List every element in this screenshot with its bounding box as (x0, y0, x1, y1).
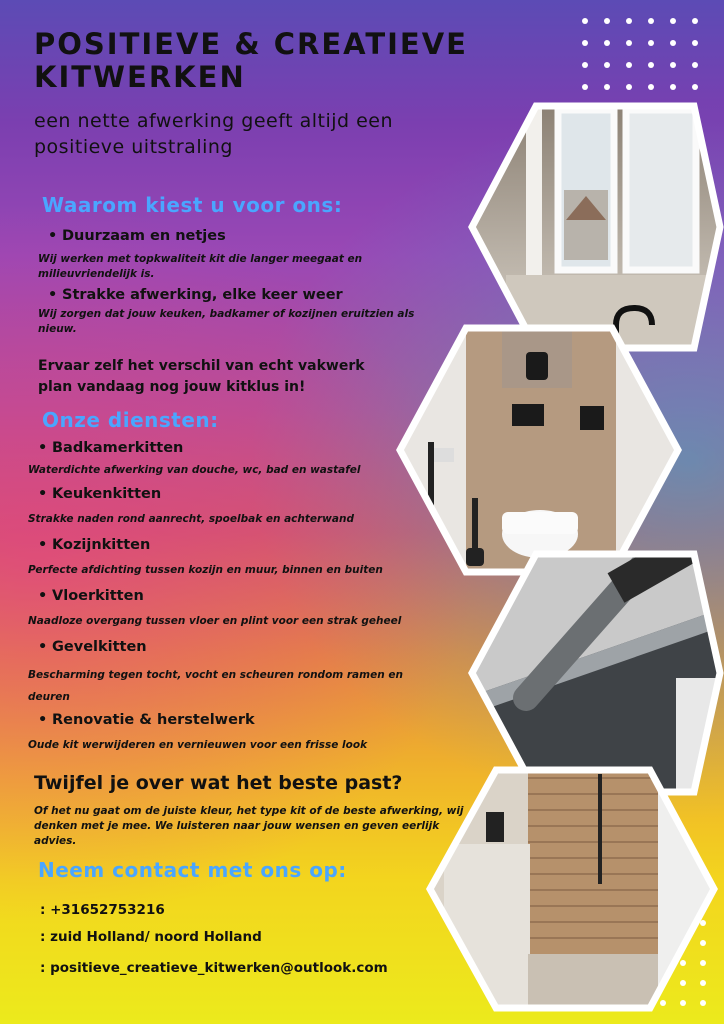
why-item-2-label: • Strakke afwerking, elke keer weer (48, 287, 343, 303)
dot-decoration (692, 62, 698, 68)
dot-decoration (670, 40, 676, 46)
dot-decoration (692, 84, 698, 90)
dot-decoration (582, 40, 588, 46)
doubt-heading: Twijfel je over wat het beste past? (34, 772, 403, 794)
dot-decoration (626, 40, 632, 46)
dot-decoration (692, 18, 698, 24)
title-line-1: POSITIEVE & CREATIEVE (34, 27, 468, 61)
page-subtitle (34, 108, 474, 160)
why-cta-line-2: plan vandaag nog jouw kitklus in! (38, 379, 306, 395)
dot-decoration (626, 18, 632, 24)
window-sill-photo (466, 100, 724, 354)
doubt-text (34, 804, 464, 849)
toilet-photo (394, 322, 684, 578)
doubt-text-line-2: denken met je mee. We luisteren naar jouw wensen en geven eerlijk (34, 820, 440, 832)
dot-decoration (670, 84, 676, 90)
service-item-label: • Keukenkitten (38, 486, 161, 502)
service-item-desc: Oude kit werwijderen en vernieuwen voor een frisse look (28, 739, 368, 751)
contact-heading: Neem contact met ons op: (38, 858, 347, 882)
contact-region: : zuid Holland/ noord Holland (40, 929, 262, 945)
dot-decoration (692, 40, 698, 46)
why-cta-line-1: Ervaar zelf het verschil van echt vakwerk (38, 358, 365, 374)
dots-decoration-top (582, 18, 712, 98)
why-heading: Waarom kiest u voor ons: (42, 193, 343, 217)
dot-decoration (648, 18, 654, 24)
service-item-label: • Gevelkitten (38, 639, 147, 655)
dot-decoration (648, 62, 654, 68)
dot-decoration (670, 62, 676, 68)
subtitle-line-1: een nette afwerking geeft altijd een (34, 110, 394, 132)
contact-phone[interactable]: : +31652753216 (40, 902, 165, 918)
why-item-1-desc (38, 252, 448, 282)
why-item-1-label: • Duurzaam en netjes (48, 228, 226, 244)
dot-decoration (582, 18, 588, 24)
why-item-1-desc-line-2: milieuvriendelijk is. (38, 268, 155, 280)
dot-decoration (582, 84, 588, 90)
contact-email[interactable]: : positieve_creatieve_kitwerken@outlook.com (40, 960, 388, 976)
service-item-desc: Waterdichte afwerking van douche, wc, bad en wastafel (28, 464, 361, 476)
doubt-text-line-1: Of het nu gaat om de juiste kleur, het type kit of de beste afwerking, wij (34, 805, 464, 817)
why-item-1-desc-line-1: Wij werken met topkwaliteit kit die langer meegaat en (38, 253, 363, 265)
dot-decoration (582, 62, 588, 68)
why-item-2-desc-line-1: Wij zorgen dat jouw keuken, badkamer of kozijnen eruitzien als (38, 308, 415, 320)
service-item-desc: Perfecte afdichting tussen kozijn en muur, binnen en buiten (28, 564, 383, 576)
dot-decoration (626, 84, 632, 90)
page-title (34, 28, 554, 94)
dot-decoration (648, 84, 654, 90)
service-item-desc-line-2: deuren (28, 691, 70, 703)
dot-decoration (626, 62, 632, 68)
service-item-label: • Renovatie & herstelwerk (38, 712, 255, 728)
dot-decoration (670, 18, 676, 24)
why-item-2-desc-line-2: nieuw. (38, 323, 77, 335)
service-item-label: • Badkamerkitten (38, 440, 183, 456)
dot-decoration (648, 40, 654, 46)
doubt-text-line-3: advies. (34, 835, 77, 847)
service-item-label: • Vloerkitten (38, 588, 144, 604)
service-item-label: • Kozijnkitten (38, 537, 150, 553)
dot-decoration (604, 18, 610, 24)
shower-photo (424, 764, 720, 1014)
service-item-desc: Strakke naden rond aanrecht, spoelbak en achterwand (28, 513, 354, 525)
subtitle-line-2: positieve uitstraling (34, 136, 233, 158)
service-item-desc (28, 664, 448, 708)
dot-decoration (604, 40, 610, 46)
title-line-2: KITWERKEN (34, 60, 246, 94)
sealant-gun-photo (466, 548, 724, 798)
dot-decoration (604, 84, 610, 90)
service-item-desc: Naadloze overgang tussen vloer en plint voor een strak geheel (28, 615, 402, 627)
dot-decoration (604, 62, 610, 68)
services-heading: Onze diensten: (42, 408, 219, 432)
service-item-desc-line-1: Bescharming tegen tocht, vocht en scheuren rondom ramen en (28, 669, 403, 681)
